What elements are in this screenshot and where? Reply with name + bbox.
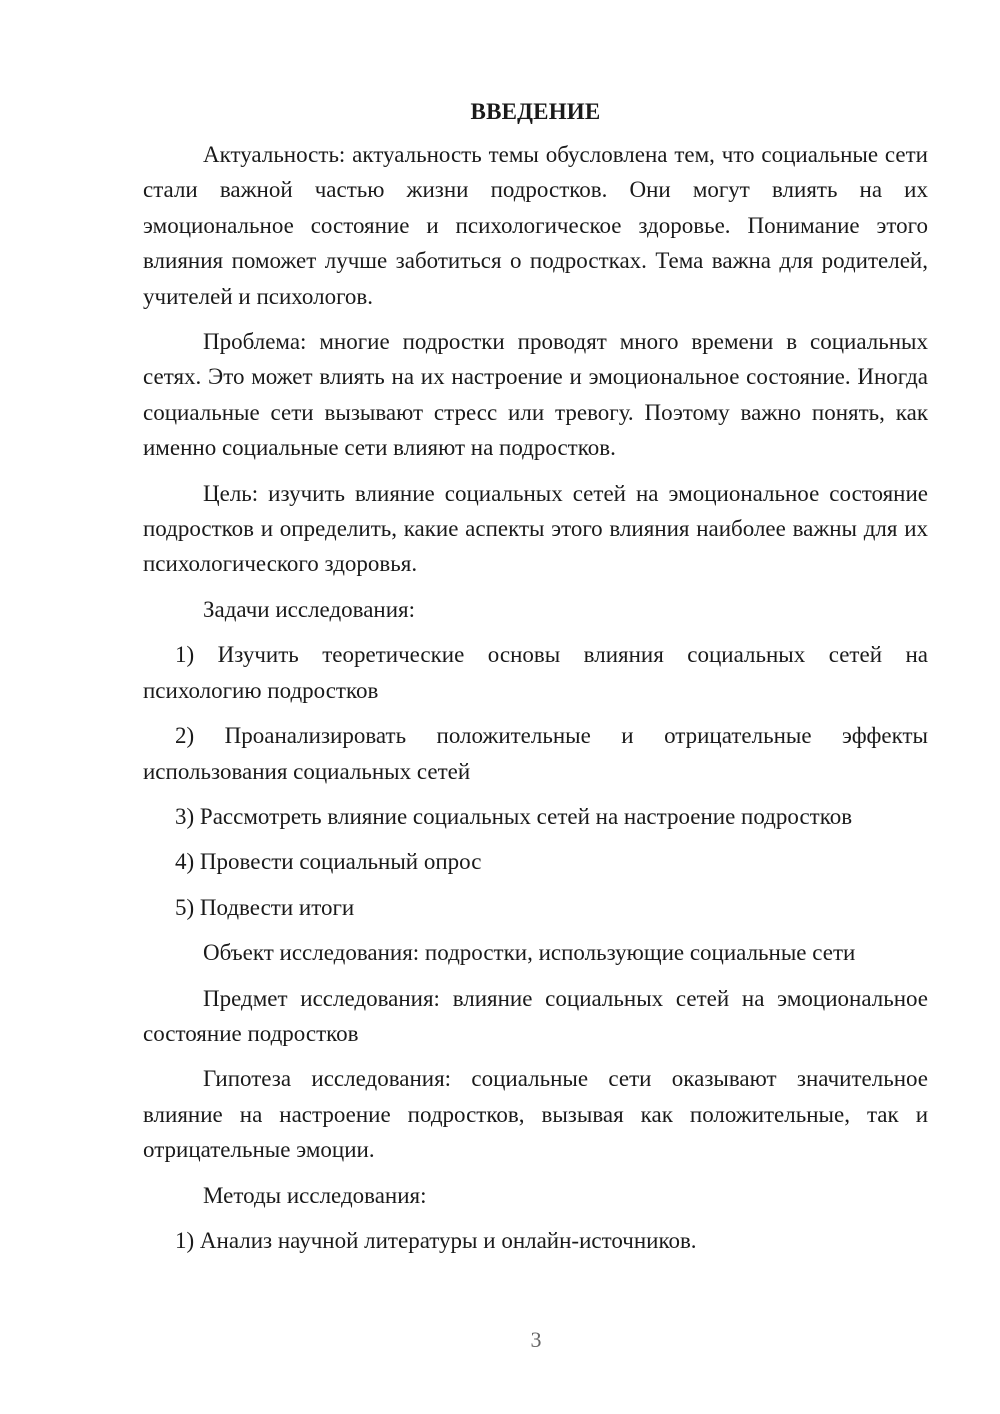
task-item-3: 3) Рассмотреть влияние социальных сетей на настроение подростков [175, 803, 853, 829]
task-item-2: 2) Проанализировать положительные и отрицательные эффекты использования социальных сетей [143, 723, 928, 784]
tasks-heading: Задачи исследования: [203, 596, 416, 622]
goal-paragraph: Цель: изучить влияние социальных сетей на эмоциональное состояние подростков и определить, какие аспекты этого влияния наиболее важны для их психологического здоровья. [143, 480, 928, 577]
hypothesis-paragraph: Гипотеза исследования: социальные сети оказывают значительное влияние на настроение подростков, вызывая как положительные, так и отрицательные эмоции. [143, 1066, 928, 1163]
page-number: 3 [530, 1327, 542, 1352]
subject-paragraph: Предмет исследования: влияние социальных сетей на эмоциональное состояние подростков [143, 985, 928, 1046]
document-page [143, 94, 928, 1268]
task-item-5: 5) Подвести итоги [175, 894, 355, 920]
task-item-4: 4) Провести социальный опрос [175, 849, 482, 875]
relevance-paragraph: Актуальность: актуальность темы обусловлена тем, что социальные сети стали важной частью жизни подростков. Они могут влиять на их эмоциональное состояние и психологическое здоровье. Понимание этого влияния поможет лучше заботиться о подростках. Тема важна для родителей, учителей и психологов. [143, 142, 928, 309]
methods-heading: Методы исследования: [203, 1182, 427, 1208]
problem-paragraph: Проблема: многие подростки проводят много времени в социальных сетях. Это может влиять на их настроение и эмоциональное состояние. Иногда социальные сети вызывают стресс или тревогу. Поэтому важно понять, как именно социальные сети влияют на подростков. [143, 329, 928, 461]
method-item-1: 1) Анализ научной литературы и онлайн-источников. [175, 1227, 697, 1253]
task-item-1: 1) Изучить теоретические основы влияния социальных сетей на психологию подростков [143, 642, 928, 703]
section-title: ВВЕДЕНИЕ [470, 99, 601, 124]
object-paragraph: Объект исследования: подростки, использующие социальные сети [203, 940, 856, 966]
